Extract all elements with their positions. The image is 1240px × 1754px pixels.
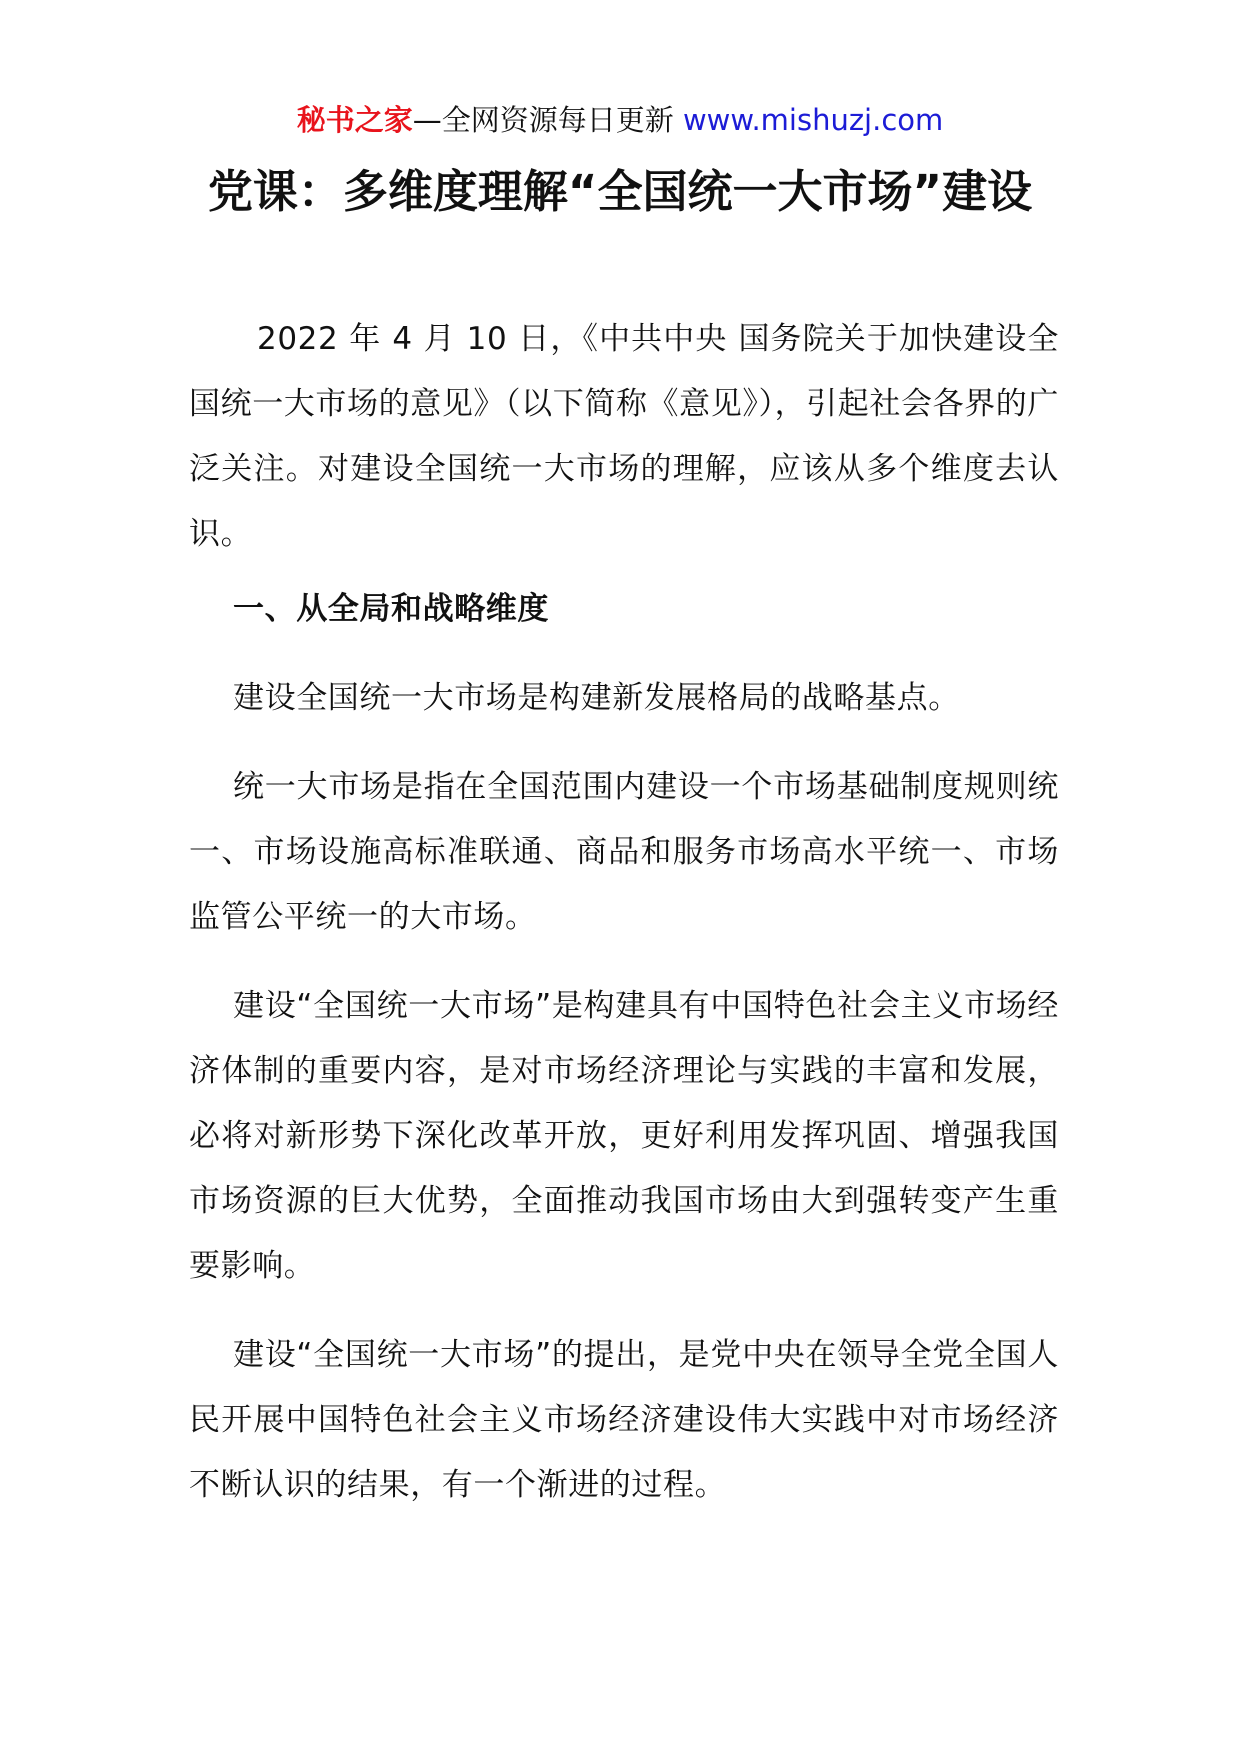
site-url-link[interactable]: www.mishuzj.com [682,103,944,137]
body-paragraph: 建设“全国统一大市场”的提出，是党中央在领导全党全国人民开展中国特色社会主义市场经济建设伟大实践中对市场经济不断认识的结果，有一个渐进的过程。 [189,1337,1059,1503]
header-tagline: —全网资源每日更新 [412,103,674,137]
section-heading: 一、从全局和战略维度 [233,591,549,627]
body-paragraph: 统一大市场是指在全国范围内建设一个市场基础制度规则统一、市场设施高标准联通、商品和服务市场高水平统一、市场监管公平统一的大市场。 [189,769,1059,935]
body-paragraph: 建设全国统一大市场是构建新发展格局的战略基点。 [233,680,960,716]
brand-name: 秘书之家 [296,103,413,137]
site-header [0,100,1240,140]
document-body [189,307,1059,1518]
body-paragraph: 建设“全国统一大市场”是构建具有中国特色社会主义市场经济体制的重要内容，是对市场经济理论与实践的丰富和发展，必将对新形势下深化改革开放，更好利用发挥巩固、增强我国市场资源的巨大优势，全面推动我国市场由大到强转变产生重要影响。 [189,988,1059,1284]
document-title: 党课：多维度理解“全国统一大市场”建设 [207,165,1033,218]
intro-paragraph: 2022 年 4 月 10 日，《中共中央 国务院关于加快建设全国统一大市场的意见》（以下简称《意见》），引起社会各界的广泛关注。对建设全国统一大市场的理解，应该从多个维度去认识。 [189,321,1059,552]
